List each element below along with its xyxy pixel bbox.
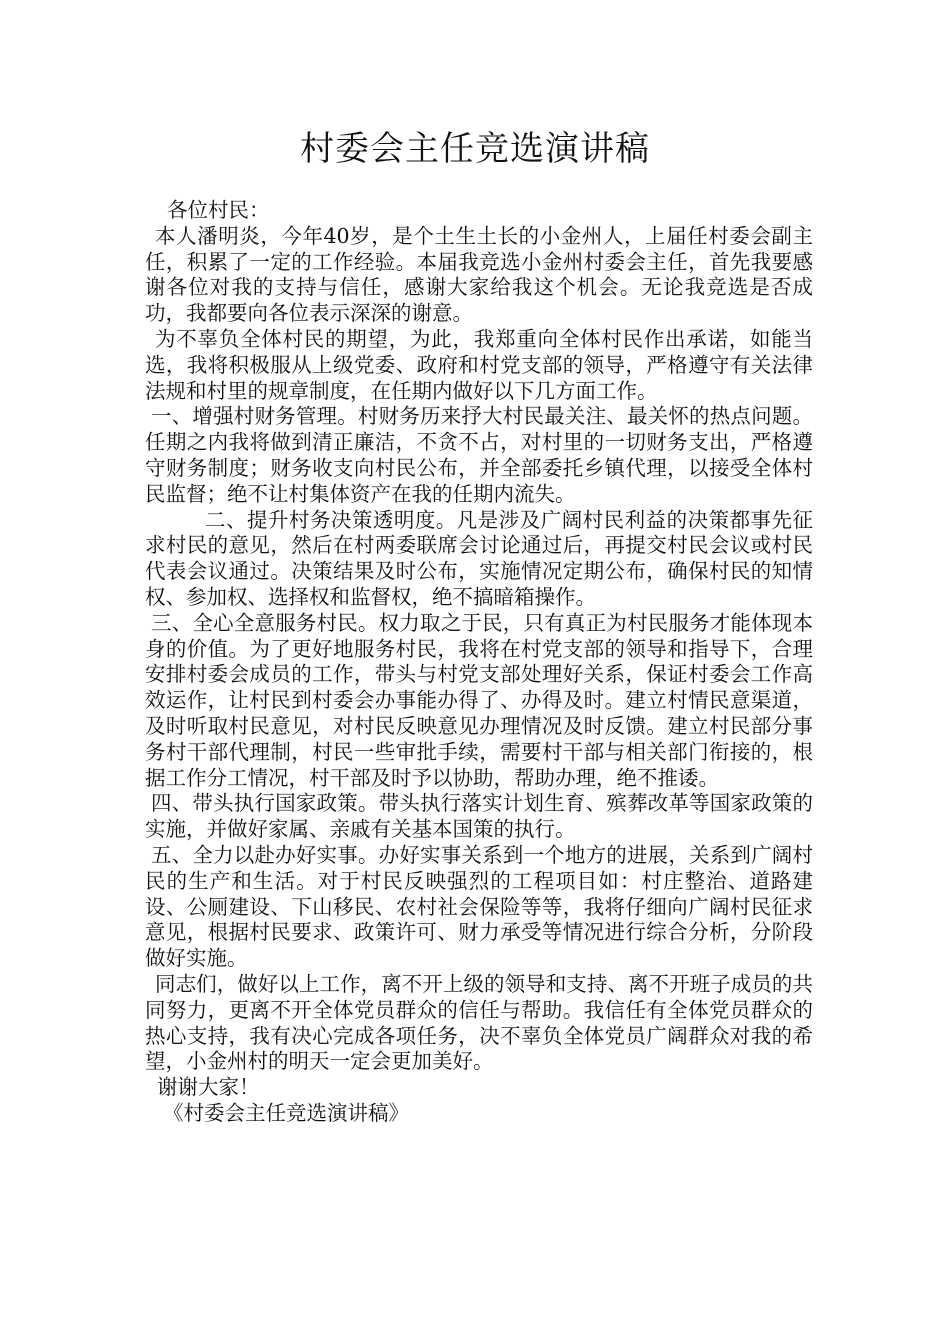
greeting: 各位村民： xyxy=(167,198,270,222)
paragraph-item-3: 三、全心全意服务村民。权力取之于民，只有真正为村民服务才能体现本身的价值。为了更好地服务村民，我将在村党支部的领导和指导下，合理安排村委会成员的工作，带头与村党支部处理好关系，保证村委会工作高效运作，让村民到村委会办事能办得了、办得及时。建立村情民意渠道，及时听取村民意见，对村民反映意见办理情况及时反馈。建立村民部分事务村干部代理制，村民一些审批手续，需要村干部与相关部门衔接的，根据工作分工情况，村干部及时予以协助，帮助办理，绝不推诿。 xyxy=(145,610,813,790)
paragraph-item-2: 二、提升村务决策透明度。凡是涉及广阔村民利益的决策都事先征求村民的意见，然后在村两委联席会讨论通过后，再提交村民会议或村民代表会议通过。决策结果及时公布，实施情况定期公布，确保村民的知情权、参加权、选择权和监督权，绝不搞暗箱操作。 xyxy=(145,507,813,609)
thanks-line: 谢谢大家！ xyxy=(157,1075,260,1100)
paragraph-item-5: 五、全力以赴办好实事。办好实事关系到一个地方的进展，关系到广阔村民的生产和生活。对于村民反映强烈的工程项目如：村庄整治、道路建设、公厕建设、下山移民、农村社会保险等等，我将仔细向广阔村民征求意见，根据村民要求、政策许可、财力承受等情况进行综合分析，分阶段做好实施。 xyxy=(145,842,813,971)
paragraph-conclusion: 同志们，做好以上工作，离不开上级的领导和支持、离不开班子成员的共同努力，更离不开全体党员群众的信任与帮助。我信任有全体党员群众的热心支持，我有决心完成各项任务，决不辜负全体党员广阔群众对我的希望，小金州村的明天一定会更加美好。 xyxy=(145,971,813,1074)
paragraph-item-1: 一、增强村财务管理。村财务历来抒大村民最关注、最关怀的热点问题。任期之内我将做到清正廉洁，不贪不占，对村里的一切财务支出，严格遵守财务制度；财务收支向村民公布，并全部委托乡镇代理，以接受全体村民监督；绝不让村集体资产在我的任期内流失。 xyxy=(145,404,813,506)
document-body xyxy=(145,198,813,1127)
document-title: 村委会主任竞选演讲稿 xyxy=(300,129,650,169)
paragraph-pledge: 为不辜负全体村民的期望，为此，我郑重向全体村民作出承诺，如能当选，我将积极服从上级党委、政府和村党支部的领导，严格遵守有关法律法规和村里的规章制度，在任期内做好以下几方面工作。 xyxy=(145,326,813,403)
paragraph-intro: 本人潘明炎，今年40岁，是个土生土长的小金州人，上届任村委会副主任，积累了一定的工作经验。本届我竞选小金州村委会主任，首先我要感谢各位对我的支持与信任，感谢大家给我这个机会。无论我竞选是否成功，我都要向各位表示深深的谢意。 xyxy=(145,223,813,326)
closing-title: 《村委会主任竞选演讲稿》 xyxy=(163,1100,409,1125)
paragraph-item-4: 四、带头执行国家政策。带头执行落实计划生育、殡葬改革等国家政策的实施，并做好家属、亲戚有关基本国策的执行。 xyxy=(145,791,813,842)
